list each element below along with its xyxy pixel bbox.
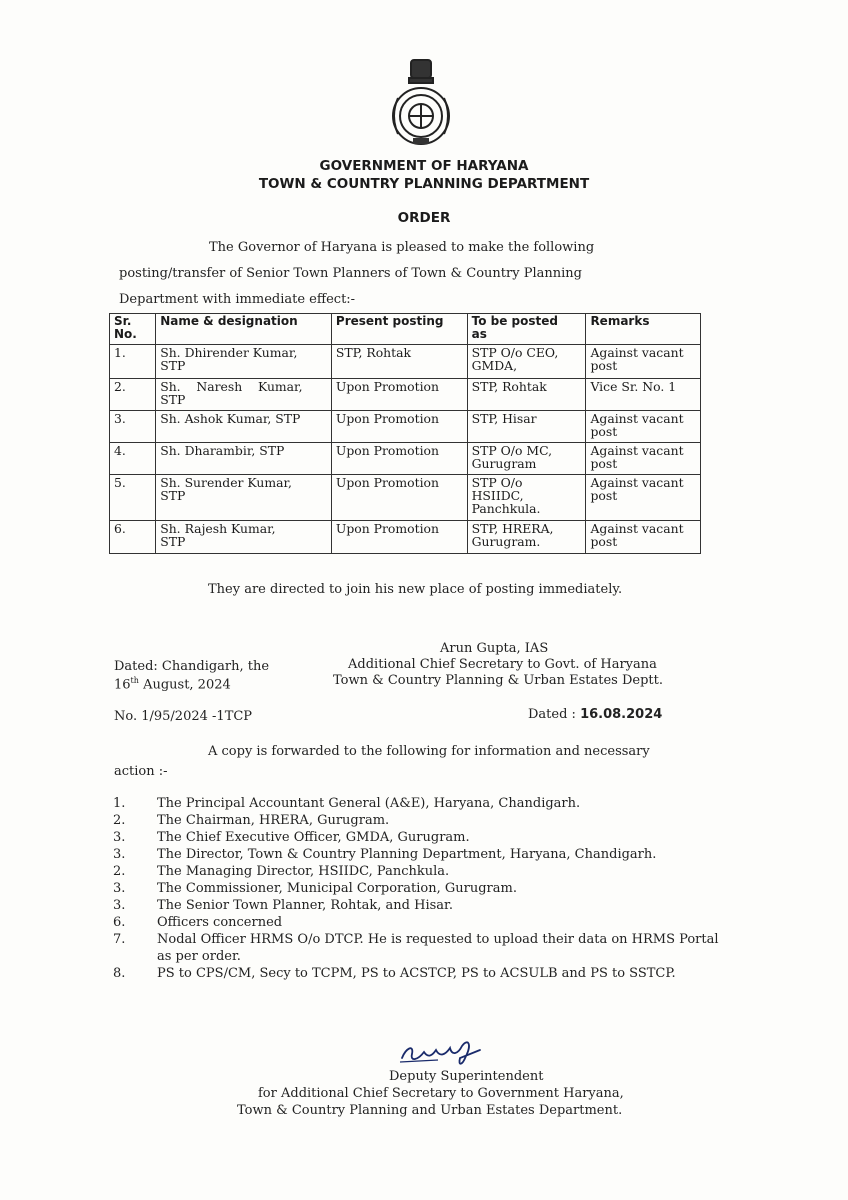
list-item: 7. Nodal Officer HRMS O/o DTCP. He is requested to upload their data on HRMS Portal as per order. (113, 932, 719, 964)
footer-line-2: for Additional Chief Secretary to Government Haryana, (258, 1086, 624, 1101)
header-sr-no: Sr. No. (110, 314, 156, 345)
header-name: Name & designation (156, 314, 332, 345)
cell-posted: STP, Hisar (467, 411, 586, 443)
header-to-be-posted: To be posted as (467, 314, 586, 345)
cell-posted: STP, Rohtak (467, 379, 586, 411)
copy-distribution-list (113, 795, 733, 982)
cell-remarks: Vice Sr. No. 1 (586, 379, 701, 411)
intro-line-3: Department with immediate effect:- (119, 292, 356, 307)
cell-remarks: Against vacant post (586, 443, 701, 475)
list-item: 2. The Managing Director, HSIIDC, Panchkula. (113, 864, 450, 879)
dated-date-line: 16th August, 2024 (114, 676, 231, 693)
government-heading: GOVERNMENT OF HARYANA (319, 158, 529, 174)
cell-present: Upon Promotion (331, 443, 467, 475)
intro-line-1: The Governor of Haryana is pleased to make the following (209, 240, 595, 255)
signatory-department: Town & Country Planning & Urban Estates Deptt. (333, 673, 663, 688)
list-item: 3. The Chief Executive Officer, GMDA, Gurugram. (113, 830, 470, 845)
table-row (110, 521, 701, 554)
list-item: 3. The Director, Town & Country Planning Department, Haryana, Chandigarh. (113, 847, 657, 862)
cell-present: Upon Promotion (331, 411, 467, 443)
intro-line-2: posting/transfer of Senior Town Planners of Town & Country Planning (119, 266, 582, 281)
cell-remarks: Against vacant post (586, 411, 701, 443)
copy-intro-line-1: A copy is forwarded to the following for information and necessary (208, 744, 650, 759)
cell-sr: 2. (110, 379, 156, 411)
cell-sr: 1. (110, 345, 156, 379)
cell-posted: STP O/o MC, Gurugram (467, 443, 586, 475)
list-item: 8. PS to CPS/CM, Secy to TCPM, PS to ACSTCP, PS to ACSULB and PS to SSTCP. (113, 966, 676, 981)
cell-present: STP, Rohtak (331, 345, 467, 379)
table-row (110, 475, 701, 521)
table-row (110, 345, 701, 379)
order-title: ORDER (397, 210, 451, 226)
list-item: 3. The Senior Town Planner, Rohtak, and Hisar. (113, 898, 453, 913)
cell-name: Sh. Naresh Kumar, STP (156, 379, 332, 411)
cell-remarks: Against vacant post (586, 345, 701, 379)
cell-sr: 3. (110, 411, 156, 443)
cell-posted: STP O/o HSIIDC, Panchkula. (467, 475, 586, 521)
dated-place-line: Dated: Chandigarh, the (114, 659, 270, 674)
signatory-name: Arun Gupta, IAS (440, 641, 549, 656)
list-item: 6. Officers concerned (113, 915, 283, 930)
cell-name: Sh. Rajesh Kumar, STP (156, 521, 332, 554)
cell-remarks: Against vacant post (586, 521, 701, 554)
directive-text: They are directed to join his new place of posting immediately. (208, 582, 623, 597)
cell-name: Sh. Dhirender Kumar, STP (156, 345, 332, 379)
list-item: 2. The Chairman, HRERA, Gurugram. (113, 813, 390, 828)
table-row (110, 379, 701, 411)
cell-sr: 4. (110, 443, 156, 475)
cell-present: Upon Promotion (331, 475, 467, 521)
list-item: 3. The Commissioner, Municipal Corporation, Gurugram. (113, 881, 517, 896)
list-item: 1. The Principal Accountant General (A&E), Haryana, Chandigarh. (113, 796, 581, 811)
table-row (110, 411, 701, 443)
reference-number: No. 1/95/2024 -1TCP (114, 709, 253, 724)
government-emblem-icon (384, 58, 458, 148)
cell-sr: 6. (110, 521, 156, 554)
cell-name: Sh. Dharambir, STP (156, 443, 332, 475)
header-remarks: Remarks (586, 314, 701, 345)
cell-name: Sh. Ashok Kumar, STP (156, 411, 332, 443)
table-header-row (110, 314, 701, 345)
cell-name: Sh. Surender Kumar, STP (156, 475, 332, 521)
reference-date: Dated : 16.08.2024 (528, 707, 663, 722)
posting-table (109, 313, 701, 554)
table-row (110, 443, 701, 475)
cell-posted: STP O/o CEO, GMDA, (467, 345, 586, 379)
header-present-posting: Present posting (331, 314, 467, 345)
cell-sr: 5. (110, 475, 156, 521)
cell-posted: STP, HRERA, Gurugram. (467, 521, 586, 554)
cell-present: Upon Promotion (331, 521, 467, 554)
cell-remarks: Against vacant post (586, 475, 701, 521)
handwritten-signature (398, 1036, 488, 1070)
department-heading: TOWN & COUNTRY PLANNING DEPARTMENT (258, 176, 590, 192)
cell-present: Upon Promotion (331, 379, 467, 411)
footer-line-3: Town & Country Planning and Urban Estates Department. (237, 1103, 623, 1118)
signatory-designation: Additional Chief Secretary to Govt. of Haryana (348, 657, 657, 672)
copy-intro-line-2: action :- (114, 764, 168, 779)
footer-designation: Deputy Superintendent (389, 1069, 544, 1084)
